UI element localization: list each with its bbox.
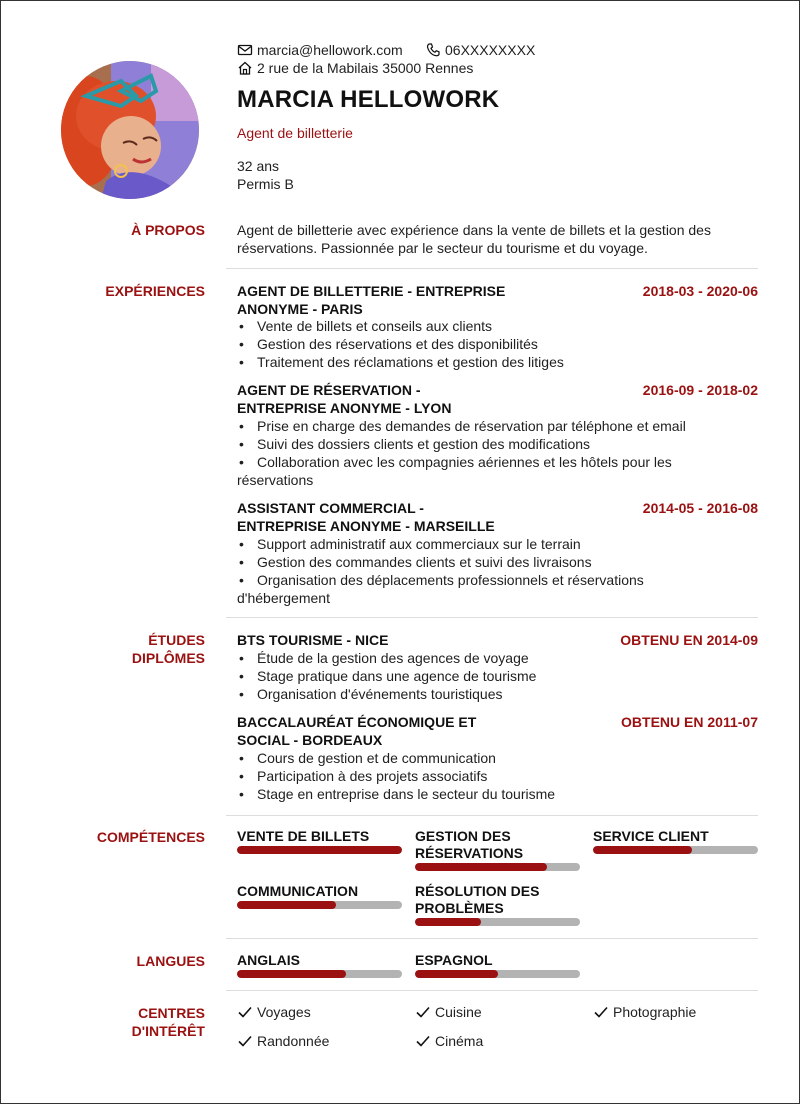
skill-name: COMMUNICATION (237, 883, 359, 899)
list-item: • Participation à des projets associatifs (237, 767, 717, 785)
email-line (237, 41, 403, 59)
address-line (237, 59, 473, 77)
experience-title: AGENT DE BILLETTERIE - ENTREPRISE ANONYME - PARIS (237, 283, 506, 317)
interests-label: CENTRES D'INTÉRÊT (131, 1005, 205, 1039)
skill-bar (415, 918, 580, 926)
list-item: • Stage en entreprise dans le secteur du tourisme (237, 785, 717, 803)
phone-line (425, 41, 535, 59)
education-date: OBTENU EN 2011-07 (621, 714, 758, 730)
skill-bar (237, 901, 402, 909)
list-item: • Vente de billets et conseils aux clients (237, 317, 717, 335)
education-bullets (237, 749, 717, 803)
envelope-icon (237, 42, 253, 58)
language-bar (415, 970, 580, 978)
skill-item (237, 828, 402, 854)
skill-bar-fill (415, 863, 547, 871)
skill-bar (237, 846, 402, 854)
home-icon (237, 60, 253, 76)
skill-name: GESTION DES RÉSERVATIONS (415, 828, 524, 861)
experience-title: ASSISTANT COMMERCIAL - ENTREPRISE ANONYME - MARSEILLE (237, 500, 495, 534)
list-item: • Support administratif aux commerciaux sur le terrain (237, 535, 717, 553)
language-bar-fill (237, 970, 346, 978)
language-bar (237, 970, 402, 978)
phone-text[interactable]: 06XXXXXXXX (445, 42, 536, 58)
language-bar-fill (415, 970, 498, 978)
driving-license: Permis B (237, 176, 294, 192)
about-text: Agent de billetterie avec expérience dans la vente de billets et la gestion des réservations. Passionnée par le secteur du tourisme et du voyage. (237, 222, 711, 256)
skill-name: SERVICE CLIENT (593, 828, 709, 844)
list-item: • Organisation d'événements touristiques (237, 685, 717, 703)
about-label: À PROPOS (131, 222, 205, 238)
job-title: Agent de billetterie (237, 125, 353, 141)
experience-bullets (237, 317, 717, 371)
section-divider (226, 990, 758, 991)
experience-bullets (237, 417, 717, 489)
experience-title: AGENT DE RÉSERVATION - ENTREPRISE ANONYME - LYON (237, 382, 452, 416)
list-item: • Traitement des réclamations et gestion des litiges (237, 353, 717, 371)
language-name: ESPAGNOL (415, 952, 493, 968)
experience-date: 2014-05 - 2016-08 (642, 500, 758, 516)
interest-item: Randonnée (237, 1033, 329, 1049)
phone-icon (425, 42, 441, 58)
email-text[interactable]: marcia@hellowork.com (257, 42, 403, 58)
profile-photo (61, 61, 199, 199)
list-item: • Prise en charge des demandes de réservation par téléphone et email (237, 417, 717, 435)
candidate-name: MARCIA HELLOWORK (237, 86, 500, 113)
list-item: • Cours de gestion et de communication (237, 749, 717, 767)
education-title: BACCALAURÉAT ÉCONOMIQUE ET SOCIAL - BORDEAUX (237, 714, 477, 748)
interest-item: Cinéma (415, 1033, 483, 1049)
skill-bar (593, 846, 758, 854)
language-item (415, 952, 580, 978)
section-divider (226, 268, 758, 269)
skill-bar-fill (237, 846, 402, 854)
skill-item (237, 883, 402, 909)
check-icon (237, 1004, 253, 1020)
skill-item (593, 828, 758, 854)
list-item: • Collaboration avec les compagnies aériennes et les hôtels pour les réservations (237, 453, 717, 489)
interest-item: Photographie (593, 1004, 696, 1020)
check-icon (593, 1004, 609, 1020)
education-date: OBTENU EN 2014-09 (620, 632, 758, 648)
education-bullets (237, 649, 717, 703)
skill-bar-fill (415, 918, 481, 926)
skill-bar (415, 863, 580, 871)
experience-date: 2018-03 - 2020-06 (642, 283, 758, 299)
languages-label: LANGUES (136, 953, 205, 969)
education-label: ÉTUDES DIPLÔMES (131, 632, 205, 666)
age: 32 ans (237, 158, 280, 174)
list-item: • Organisation des déplacements professionnels et réservations d'hébergement (237, 571, 717, 607)
interest-item: Cuisine (415, 1004, 482, 1020)
skill-name: RÉSOLUTION DES PROBLÈMES (415, 883, 540, 916)
language-name: ANGLAIS (237, 952, 300, 968)
section-divider (226, 938, 758, 939)
skill-item (415, 883, 580, 926)
skill-bar-fill (593, 846, 692, 854)
skill-item (415, 828, 580, 871)
experience-bullets (237, 535, 717, 607)
section-divider (226, 815, 758, 816)
section-divider (226, 617, 758, 618)
experiences-label: EXPÉRIENCES (105, 283, 205, 299)
skills-label: COMPÉTENCES (96, 829, 205, 845)
list-item: • Suivi des dossiers clients et gestion des modifications (237, 435, 717, 453)
check-icon (415, 1004, 431, 1020)
check-icon (415, 1033, 431, 1049)
language-item (237, 952, 402, 978)
list-item: • Gestion des commandes clients et suivi des livraisons (237, 553, 717, 571)
skill-bar-fill (237, 901, 336, 909)
list-item: • Stage pratique dans une agence de tourisme (237, 667, 717, 685)
skill-name: VENTE DE BILLETS (237, 828, 370, 844)
address-text: 2 rue de la Mabilais 35000 Rennes (257, 60, 474, 76)
experience-date: 2016-09 - 2018-02 (642, 382, 758, 398)
interest-item: Voyages (237, 1004, 311, 1020)
check-icon (237, 1033, 253, 1049)
list-item: • Gestion des réservations et des disponibilités (237, 335, 717, 353)
list-item: • Étude de la gestion des agences de voyage (237, 649, 717, 667)
education-title: BTS TOURISME - NICE (237, 632, 389, 648)
